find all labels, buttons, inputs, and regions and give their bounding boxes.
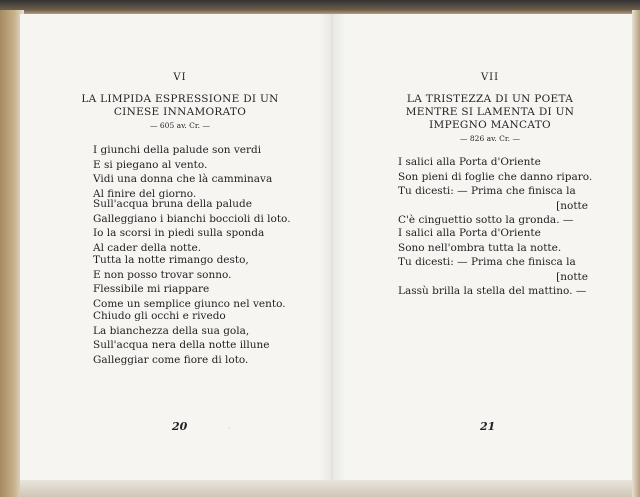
verse-line: Galleggiar come fiore di loto. xyxy=(93,353,249,366)
verse-line: Tu dicesti: — Prima che finisca la xyxy=(398,256,576,269)
right-poem-number: VII xyxy=(480,72,500,83)
book-gutter xyxy=(318,14,346,484)
verse-line: La bianchezza della sua gola, xyxy=(93,324,250,337)
verse-line: Sono nell'ombra tutta la notte. xyxy=(398,241,562,254)
left-stanza-2 xyxy=(93,197,291,255)
book-cover-right-edge xyxy=(632,10,640,497)
page-bottom-shade xyxy=(20,480,632,497)
pencil-mark: · xyxy=(228,424,231,433)
verse-line: C'è cinguettio sotto la gronda. — xyxy=(398,214,574,227)
right-poem-date: — 826 av. Cr. — xyxy=(460,134,520,143)
left-poem-title: LA LIMPIDA ESPRESSIONE DI UN CINESE INNAMORATO xyxy=(81,93,279,118)
verse-line: Al finire del giorno. xyxy=(93,187,197,200)
verse-line: Sull'acqua bruna della palude xyxy=(93,198,252,210)
verse-line: Vidi una donna che là camminava xyxy=(93,173,273,186)
verse-line: Io la scorsi in piedi sulla sponda xyxy=(93,227,265,240)
verse-line: Galleggiano i bianchi boccioli di loto. xyxy=(93,212,291,225)
left-stanza-1 xyxy=(93,143,272,201)
verse-line: E non posso trovar sonno. xyxy=(93,268,232,281)
verse-line: I salici alla Porta d'Oriente xyxy=(398,156,541,168)
verse-line: Sull'acqua nera della notte illune xyxy=(93,339,270,352)
verse-line: Chiudo gli occhi e rivedo xyxy=(93,310,226,322)
verse-line-continuation: [notte xyxy=(556,199,588,212)
verse-line: Flessibile mi riappare xyxy=(93,283,210,296)
right-page-number: 21 xyxy=(480,420,496,433)
right-stanza-2 xyxy=(398,226,588,299)
verse-line: I salici alla Porta d'Oriente xyxy=(398,227,541,239)
left-poem-date: — 605 av. Cr. — xyxy=(150,121,210,130)
right-stanza-1 xyxy=(398,155,593,228)
verse-line: Lassù brilla la stella del mattino. — xyxy=(398,285,587,298)
right-poem-title: LA TRISTEZZA DI UN POETA MENTRE SI LAMENTA DI UN IMPEGNO MANCATO xyxy=(405,93,575,131)
top-dark-band xyxy=(0,0,640,14)
verse-line: E si piegano al vento. xyxy=(93,158,208,171)
left-page-number: 20 xyxy=(172,420,188,433)
left-stanza-4 xyxy=(93,309,270,367)
verse-line: I giunchi della palude son verdi xyxy=(93,144,262,156)
left-poem-number: VI xyxy=(173,72,187,83)
verse-line: Tutta la notte rimango desto, xyxy=(93,254,249,266)
verse-line: Al cader della notte. xyxy=(93,241,202,254)
verse-line: Come un semplice giunco nel vento. xyxy=(93,297,286,310)
verse-line: Tu dicesti: — Prima che finisca la xyxy=(398,185,576,198)
verse-line: Son pieni di foglie che danno riparo. xyxy=(398,170,593,183)
verse-line-continuation: [notte xyxy=(556,270,588,283)
left-stanza-3 xyxy=(93,253,286,311)
